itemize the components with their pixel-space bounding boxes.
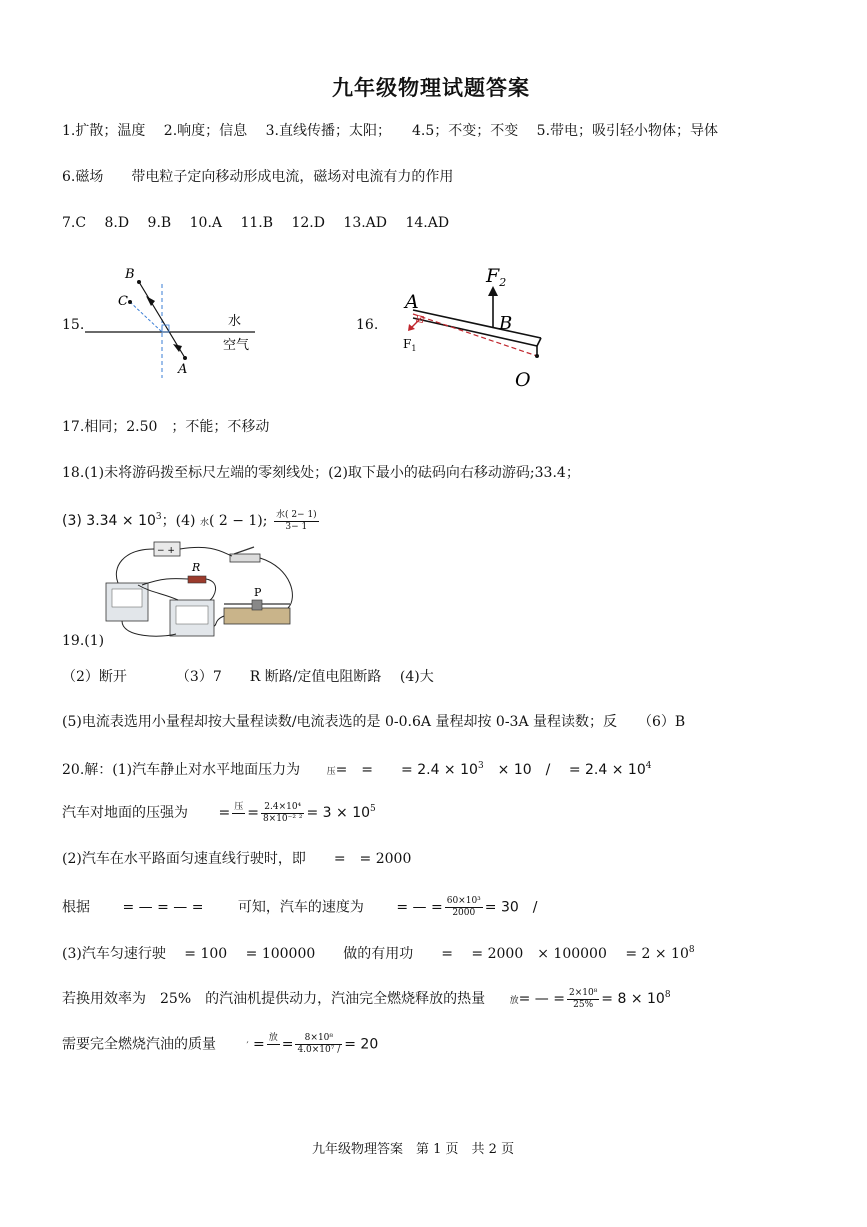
- line1-exponent-1: 3: [477, 761, 484, 771]
- fraction-numerator: 60×10³: [446, 896, 481, 906]
- answer-19-line2: （2）断开 （3）7 R 断路/定值电阻断路 (4)大: [62, 669, 434, 685]
- fraction-denominator: 2000: [452, 908, 476, 918]
- fraction-numerator: 水( 2− 1): [275, 509, 317, 520]
- label-water: 水: [228, 314, 242, 329]
- answer-19-number: 19.(1): [62, 633, 105, 649]
- part3-text: (3) 3.34 × 10: [62, 513, 156, 529]
- circuit-diagram: [102, 538, 302, 643]
- line6-result: = 8 × 10: [601, 991, 665, 1007]
- rheostat: [224, 608, 290, 624]
- expr1-text: ( 2 − 1): [208, 513, 263, 529]
- line1-subscript: 压: [326, 767, 336, 777]
- answer-7-14: 7.C 8.D 9.B 10.A 11.B 12.D 13.AD 14.AD: [62, 215, 450, 231]
- pressure-fraction-2: [261, 802, 305, 825]
- label-o: O: [515, 369, 531, 391]
- answer-20-line1: [62, 757, 651, 781]
- label-p: P: [254, 586, 262, 599]
- expr1-subscript: 水: [199, 518, 209, 528]
- lever-diagram: [395, 262, 555, 392]
- label-f1: $F_1$: [403, 337, 417, 353]
- line4-equation: = — = — =: [122, 899, 204, 916]
- arrow-head-1: [146, 296, 155, 306]
- line2-text: 汽车对地面的压强为: [62, 805, 188, 821]
- line1-equation: = = = 2.4 × 10: [335, 762, 478, 778]
- answer-1-5: 1.扩散；温度 2.响度；信息 3.直线传播；太阳； 4.5；不变；不变 5.带电；吸引轻小物体；导体: [62, 123, 719, 139]
- line1-exponent-2: 4: [645, 761, 652, 771]
- resistor: [188, 576, 206, 583]
- lever-bottom: [413, 318, 537, 346]
- label-a: A: [405, 291, 419, 313]
- line5-text: (3)汽车匀速行驶 = 100 = 100000 做的有用功 = = 2000 × 100000 = 2 × 10: [62, 946, 689, 962]
- answer-17: 17.相同；2.50 ；不能；不移动: [62, 419, 270, 435]
- label-b: B: [499, 313, 513, 334]
- fraction-denominator: 4.0×10⁷ /: [297, 1045, 341, 1055]
- point-b: [137, 280, 141, 284]
- switch-base: [230, 554, 260, 562]
- force-arm-dashed: [413, 314, 537, 356]
- line6-text: 若换用效率为 25% 的汽油机提供动力，汽油完全燃烧释放的热量: [62, 991, 486, 1007]
- line1-text: 20.解：(1)汽车静止对水平地面压力为: [62, 762, 301, 778]
- line1-mid: × 10 / = 2.4 × 10: [483, 762, 646, 778]
- answer-19-line3: (5)电流表选用小量程却按大量程读数/电流表选的是 0-0.6A 量程却按 0-3A 量程读数；反 （6）B: [62, 714, 686, 730]
- line2-exponent: 5: [370, 804, 376, 814]
- answer-18-line1: 18.(1)未将游码拨至标尺左端的零刻线处；(2)取下最小的砝码向右移动游码;33.4；: [62, 465, 580, 481]
- apparent-ray: [130, 302, 162, 332]
- answer-20-line5: [62, 941, 695, 963]
- label-air: 空气: [223, 338, 250, 353]
- force-f2-arrow: [488, 286, 498, 296]
- line4-mid: 可知，汽车的速度为: [237, 899, 364, 916]
- pivot-point: [535, 354, 539, 358]
- fraction-numerator: 压: [234, 801, 244, 812]
- page-title: 九年级物理试题答案: [332, 75, 530, 100]
- part3-exponent: 3: [155, 512, 162, 522]
- answer-6: 6.磁场 带电粒子定向移动形成电流，磁场对电流有力的作用: [62, 169, 454, 185]
- line6-exponent: 8: [664, 990, 671, 1000]
- lever-end: [537, 338, 541, 346]
- answer-15-number: 15.: [62, 317, 85, 333]
- fraction-numerator: 2×10⁸: [568, 987, 598, 998]
- fraction-denominator: 3− 1: [285, 521, 308, 532]
- label-c: C: [118, 294, 128, 309]
- line7-result: = 20: [344, 1036, 379, 1053]
- mass-fraction-2: [295, 1033, 342, 1056]
- switch-lever: [234, 547, 254, 554]
- answer-20-line6: 若换用效率为 25% 的汽油机提供动力，汽油完全燃烧释放的热量 放= — = $\frac{\text{2×10⁸}}{25\%}$ = $8 \times 10^8$: [62, 987, 671, 1010]
- speed-fraction: [445, 896, 483, 919]
- label-a: A: [178, 362, 188, 377]
- svg-text:− +: − +: [157, 546, 175, 556]
- point-c: [128, 300, 132, 304]
- line4-text: 根据: [62, 899, 90, 916]
- fraction-denominator: 8×10⁻² ²: [262, 813, 303, 824]
- mass-fraction-1: [267, 1033, 280, 1056]
- page-footer: 九年级物理答案 第 1 页 共 2 页: [312, 1142, 515, 1157]
- label-f2: $F_2$: [486, 265, 507, 289]
- refraction-diagram: [85, 262, 265, 382]
- lever-top: [413, 310, 541, 338]
- line4-result: = 30 /: [484, 899, 538, 916]
- density-fraction: [274, 510, 319, 533]
- part4-text: ；(4): [161, 513, 196, 529]
- answer-18-line2: (3) $3.34 \times 10^3$；(4) 水( 2 − 1); $\frac{\text{水( 2− 1)}}{3- 1}$: [62, 509, 317, 532]
- pressure-fraction-1: [232, 802, 245, 825]
- heat-fraction: [567, 988, 599, 1011]
- line7-text: 需要完全燃烧汽油的质量: [62, 1036, 216, 1053]
- label-b: B: [125, 267, 135, 282]
- line6-subscript: 放: [509, 996, 519, 1006]
- fraction-denominator: 25%: [573, 999, 594, 1010]
- point-a: [183, 356, 187, 360]
- label-r: R: [192, 561, 201, 574]
- answer-16-number: 16.: [356, 317, 379, 333]
- rheostat-slider: [252, 600, 262, 610]
- answer-20-line7: 需要完全燃烧汽油的质量 ′ = 放 = $\frac{\text{8×10⁸}}{\text{4.0×10⁷ /}}$ = 20: [62, 1033, 379, 1055]
- line2-result: = 3 × 10: [306, 805, 371, 821]
- fraction-numerator: 放: [268, 1033, 278, 1043]
- fraction-numerator: 8×10⁸: [295, 1033, 342, 1045]
- line5-exponent: 8: [688, 945, 695, 955]
- fraction-numerator: 2.4×10⁴: [261, 802, 305, 814]
- answer-20-line4: 根据 = — = — = 可知，汽车的速度为 = — = $\frac{\text{60×10³}}{2000}$ = 30 /: [62, 896, 538, 918]
- answer-20-line2: 汽车对地面的压强为 = 压 = $\frac{\text{2.4×10⁴}}{\text{8×10⁻² ²}}$ = $3 \times 10^5$: [62, 801, 376, 824]
- force-f1-line: [411, 318, 421, 328]
- answer-20-line3: (2)汽车在水平路面匀速直线行驶时，即 = = 2000: [62, 851, 412, 867]
